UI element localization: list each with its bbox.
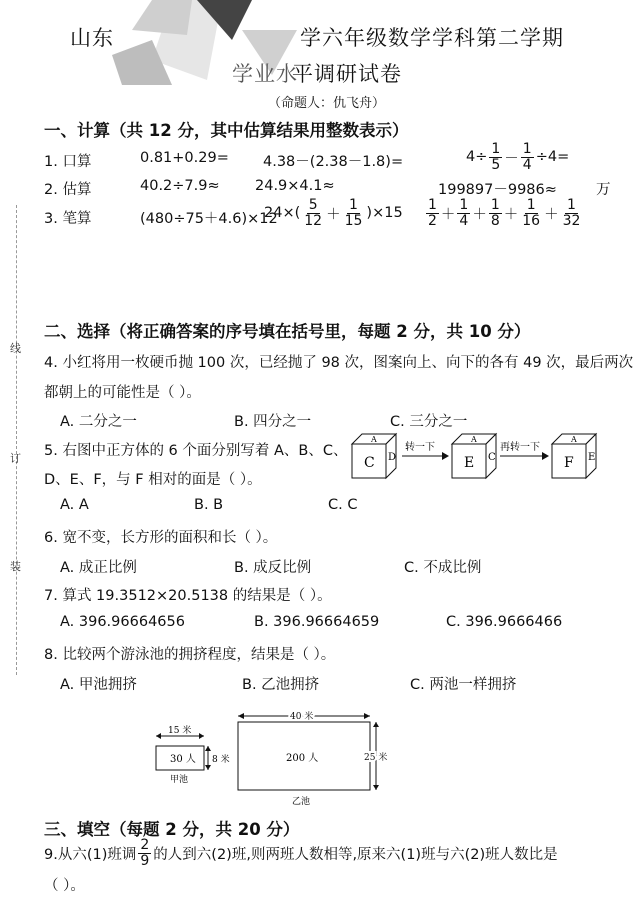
q8-optB: B. 乙池拥挤 — [242, 677, 320, 693]
title-line2-right: 平调研试卷 — [292, 62, 402, 86]
q2-a: 40.2÷7.9≈ — [140, 178, 220, 194]
q1-c-mid: － — [504, 150, 519, 167]
cube3-side: E — [588, 452, 596, 463]
q1-label: 1. 口算 — [44, 154, 92, 170]
q9-line2: （ ）。 — [44, 878, 85, 894]
q2-b: 24.9×4.1≈ — [255, 178, 335, 194]
cube2-front: E — [464, 455, 475, 471]
q4-line2: 都朝上的可能性是（ ）。 — [44, 385, 201, 401]
title-right: 学六年级数学学科第二学期 — [300, 26, 564, 50]
q4-line1: 4. 小红将用一枚硬币抛 100 次，已经抛了 98 次，图案向上、向下的各有 49 次，最后两次 — [44, 355, 634, 371]
margin-mark-3: 装 — [10, 560, 21, 573]
q3-c-plus: ＋ — [544, 206, 559, 223]
q3-b-plus: ＋ — [326, 206, 341, 223]
q4-optC: C. 三分之一 — [390, 414, 468, 430]
pool-diagram — [150, 706, 410, 812]
pool-b-width: 40 米 — [290, 712, 314, 722]
q3-c — [424, 198, 584, 228]
q4-optA: A. 二分之一 — [60, 414, 137, 430]
q3-c-plus: ＋ — [472, 206, 487, 223]
section3-heading: 三、填空（每题 2 分，共 20 分） — [44, 820, 300, 839]
q1-a: 0.81+0.29= — [140, 150, 229, 166]
pool-b-height: 25 米 — [364, 753, 388, 763]
title-line2-left: 学业水 — [232, 62, 298, 86]
q4-optB: B. 四分之一 — [234, 414, 312, 430]
pool-a-height: 8 米 — [212, 755, 230, 765]
cube3-front: F — [564, 455, 574, 471]
q3-c-frac: $\frac{1}{2}$ — [428, 197, 437, 229]
q3-c-plus: ＋ — [440, 206, 456, 223]
cube1-front: C — [364, 455, 375, 471]
q9-frac: $\frac{2}{9}$ — [140, 837, 150, 869]
q3-c-frac: $\frac{1}{16}$ — [522, 197, 541, 229]
q2-unit: 万 — [596, 182, 611, 198]
q1-c-frac2: $\frac{1}{4}$ — [522, 141, 532, 173]
q7-optA: A. 396.96664656 — [60, 614, 185, 630]
cube-2 — [452, 434, 496, 478]
cube-diagram — [350, 430, 600, 482]
pool-b-name: 乙池 — [292, 797, 311, 807]
margin-mark-1: 线 — [10, 342, 21, 355]
q3-b-frac2: $\frac{1}{15}$ — [344, 197, 363, 229]
author-line: （命题人：仇飞舟） — [268, 96, 386, 111]
q2-c: 199897－9986≈ — [438, 182, 557, 198]
cube1-top: A — [371, 435, 377, 444]
title-left: 山东 — [70, 26, 114, 50]
q5-optA: A. A — [60, 497, 89, 513]
pool-a — [156, 724, 230, 785]
q7-line1: 7. 算式 19.3512×20.5138 的结果是（ ）。 — [44, 588, 332, 604]
q3-c-frac: $\frac{1}{4}$ — [459, 197, 469, 229]
binding-line — [16, 205, 17, 675]
q3-b — [264, 198, 403, 228]
q7-optC: C. 396.9666466 — [446, 614, 563, 630]
q1-b: 4.38－(2.38－1.8)= — [263, 154, 404, 170]
q6-line1: 6. 宽不变，长方形的面积和长（ ）。 — [44, 530, 278, 546]
q8-optC: C. 两池一样拥挤 — [410, 677, 517, 693]
pool-b — [238, 710, 387, 807]
q2-label: 2. 估算 — [44, 182, 92, 198]
cube2-top: A — [471, 435, 477, 444]
q3-c-frac: $\frac{1}{8}$ — [490, 197, 500, 229]
q3-label: 3. 笔算 — [44, 211, 92, 227]
q3-b-frac1: $\frac{5}{12}$ — [304, 197, 323, 229]
pool-a-width: 15 米 — [168, 726, 192, 736]
q5-optC: C. C — [328, 497, 358, 513]
pool-a-people: 30 人 — [170, 754, 196, 765]
q3-c-plus: ＋ — [503, 206, 519, 223]
arrow-1-label: 转一下 — [405, 442, 435, 453]
cube1-side: D — [388, 452, 397, 463]
q7-optB: B. 396.96664659 — [254, 614, 380, 630]
pool-a-name: 甲池 — [170, 775, 189, 785]
cube-1 — [352, 434, 396, 478]
q8-optA: A. 甲池拥挤 — [60, 677, 137, 693]
q3-b-post: )×15 — [366, 205, 403, 222]
section2-heading: 二、选择（将正确答案的序号填在括号里，每题 2 分，共 10 分） — [44, 322, 531, 341]
cube-3 — [552, 434, 596, 478]
q3-c-frac: $\frac{1}{32}$ — [562, 197, 581, 229]
arrow-2-label: 再转一下 — [500, 442, 540, 453]
q6-optA: A. 成正比例 — [60, 560, 137, 576]
q9-post: 的人到六(2)班,则两班人数相等,原来六(1)班与六(2)班人数比是 — [153, 846, 558, 863]
q9-line1 — [44, 838, 558, 868]
q5-line1: 5. 右图中正方体的 6 个面分别写着 A、B、C、 — [44, 443, 348, 459]
cube3-top: A — [571, 435, 577, 444]
q3-a: (480÷75＋4.6)×12 — [140, 211, 278, 227]
cube2-side: C — [488, 452, 496, 463]
q8-line1: 8. 比较两个游泳池的拥挤程度，结果是（ ）。 — [44, 647, 336, 663]
q6-optB: B. 成反比例 — [234, 560, 312, 576]
q5-line2: D、E、F，与 F 相对的面是（ ）。 — [44, 472, 262, 488]
q1-c-frac1: $\frac{1}{5}$ — [491, 141, 501, 173]
q1-c-pre: 4÷ — [466, 149, 488, 166]
pool-b-people: 200 人 — [286, 753, 319, 764]
q1-c — [466, 142, 569, 172]
section1-heading: 一、计算（共 12 分，其中估算结果用整数表示） — [44, 121, 409, 140]
q9-pre: 9.从六(1)班调 — [44, 846, 137, 863]
q1-c-post: ÷4= — [535, 149, 570, 166]
q3-b-pre: 24×( — [264, 205, 301, 222]
margin-mark-2: 订 — [10, 452, 21, 465]
q5-optB: B. B — [194, 497, 224, 513]
q6-optC: C. 不成比例 — [404, 560, 482, 576]
